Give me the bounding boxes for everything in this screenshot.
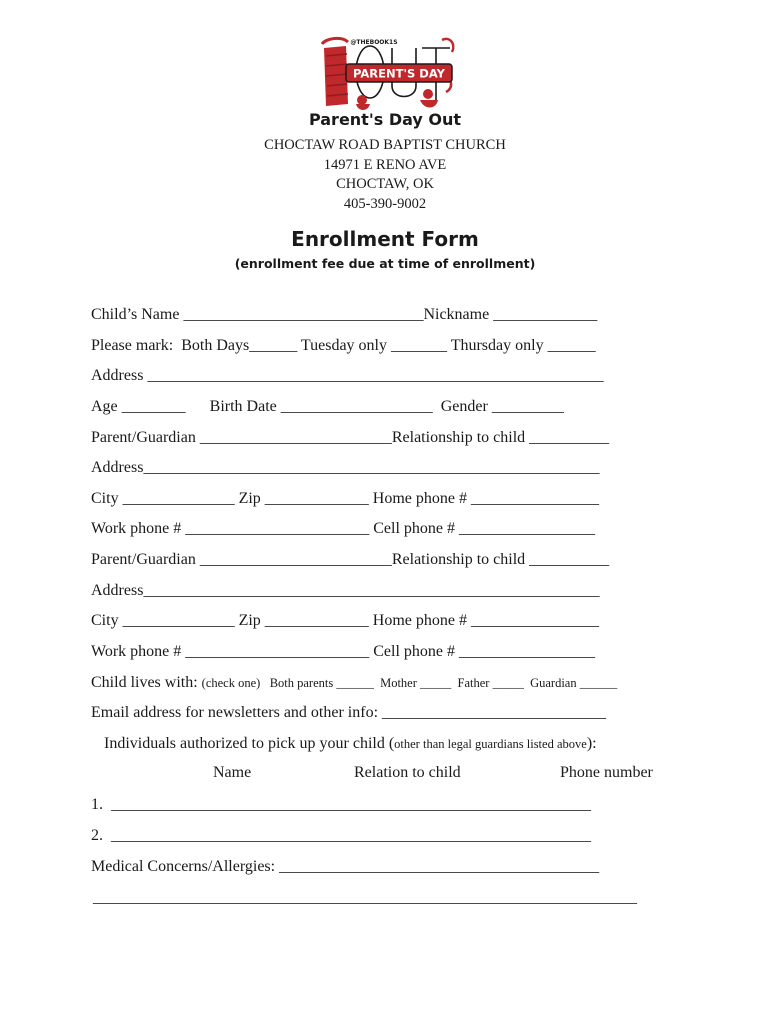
age-birth-gender-line[interactable]: Age ________ Birth Date ___________________ Gender _________: [91, 398, 564, 415]
authorized-text-b: other than legal guardians listed above: [394, 737, 587, 751]
address-line-2[interactable]: Address_________________________________________________________: [91, 459, 600, 476]
address-line-3[interactable]: Address_________________________________________________________: [91, 582, 600, 599]
parent-guardian-line-2[interactable]: Parent/Guardian ________________________Relationship to child __________: [91, 551, 610, 568]
address-line-1[interactable]: Address _________________________________________________________: [91, 367, 604, 384]
church-city-state: CHOCTAW, OK: [336, 176, 434, 192]
work-cell-phone-line-2[interactable]: Work phone # _______________________ Cell phone # _________________: [91, 643, 596, 660]
work-cell-phone-line-1[interactable]: Work phone # _______________________ Cell phone # _________________: [91, 520, 596, 537]
pickup-line-1[interactable]: 1. ____________________________________________________________: [91, 796, 591, 813]
church-name: CHOCTAW ROAD BAPTIST CHURCH: [264, 137, 506, 153]
column-phone-header: Phone number: [560, 764, 653, 781]
logo-tag-text: @THEBOOK1S: [350, 39, 398, 46]
form-title: Enrollment Form: [291, 227, 479, 251]
email-line[interactable]: Email address for newsletters and other info: ____________________________: [91, 704, 607, 721]
authorized-text-c: ):: [586, 735, 597, 752]
parents-day-out-logo: [316, 34, 458, 114]
childs-name-line[interactable]: Child’s Name ______________________________Nickname _____________: [91, 306, 598, 323]
column-relation-header: Relation to child: [354, 764, 461, 781]
column-name-header: Name: [213, 764, 252, 781]
church-street: 14971 E RENO AVE: [323, 157, 447, 173]
logo-badge-text: PARENT'S DAY: [353, 66, 445, 81]
child-lives-with-line[interactable]: [91, 673, 617, 693]
medical-concerns-continuation[interactable]: ____________________________________________________________________: [93, 889, 637, 906]
logo-basket-art: [322, 38, 348, 106]
authorized-text-a: Individuals authorized to pick up your child (: [104, 735, 395, 752]
form-subtitle: (enrollment fee due at time of enrollment): [234, 256, 536, 271]
child-lives-options[interactable]: (check one) Both parents ______ Mother _____ Father _____ Guardian ______: [201, 676, 618, 690]
parent-guardian-line-1[interactable]: Parent/Guardian ________________________Relationship to child __________: [91, 429, 610, 446]
city-zip-phone-line-1[interactable]: City ______________ Zip _____________ Home phone # ________________: [91, 490, 599, 507]
pickup-line-2[interactable]: 2. ____________________________________________________________: [91, 827, 591, 844]
child-lives-label: Child lives with:: [91, 674, 202, 691]
medical-concerns-line[interactable]: Medical Concerns/Allergies: ________________________________________: [91, 858, 600, 875]
logo-caption: Parent's Day Out: [308, 110, 462, 129]
city-zip-phone-line-2[interactable]: City ______________ Zip _____________ Home phone # ________________: [91, 612, 599, 629]
church-phone: 405-390-9002: [343, 196, 427, 212]
authorized-pickup-heading: [104, 734, 597, 754]
please-mark-line[interactable]: Please mark: Both Days______ Tuesday only _______ Thursday only ______: [91, 337, 596, 354]
